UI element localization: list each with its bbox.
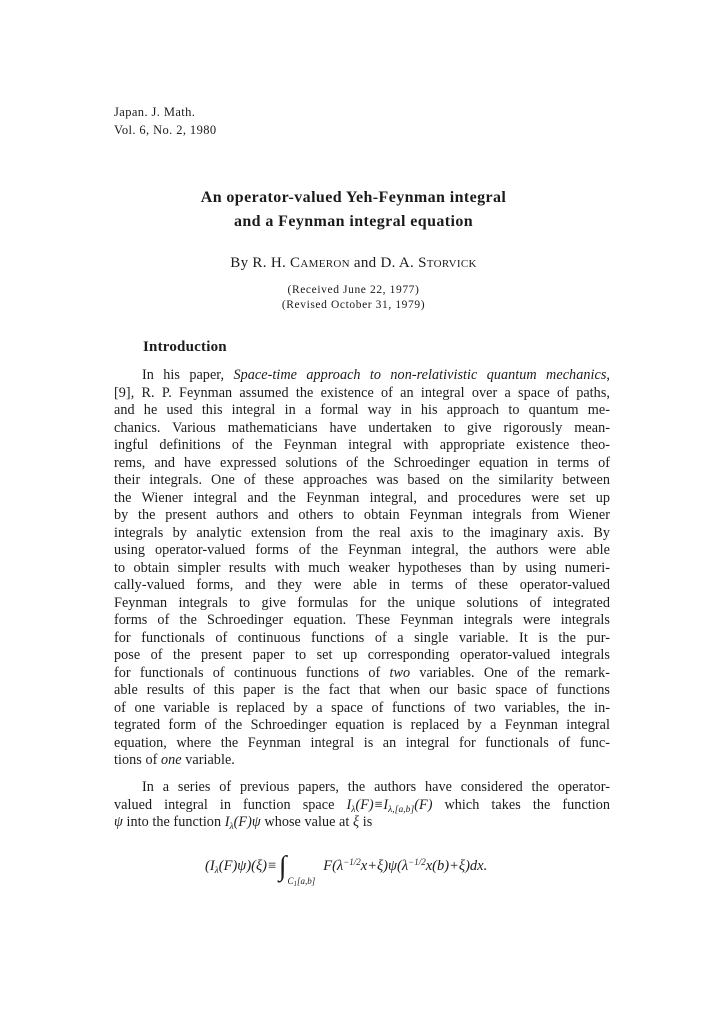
author-line <box>0 253 707 273</box>
text-run: variable. <box>181 752 235 768</box>
text-run: using operator-valued forms of the Feynman integral, the authors were able <box>114 542 610 558</box>
paragraph-line <box>114 525 610 543</box>
math-run: ψ <box>114 814 123 830</box>
paragraph-line <box>114 647 610 665</box>
paragraph-line <box>114 402 610 420</box>
text-run: chanics. Various mathematicians have undertaken to give rigorously mean- <box>114 419 610 436</box>
text-run: able results of this paper is the fact that when our basic space of functions <box>114 682 610 698</box>
text-run: integrals by analytic extension from the real axis to the imaginary axis. By <box>114 524 610 541</box>
text-run: is <box>359 814 373 830</box>
text-run: the Wiener integral and the Feynman integral, and procedures were set up <box>114 489 610 506</box>
text-run: In his paper, <box>142 367 234 383</box>
text-run: pose of the present paper to set up corresponding operator-valued integrals <box>114 647 610 663</box>
paper-title <box>0 186 707 234</box>
equation-lhs-subscript: λ <box>214 866 219 876</box>
paragraph-line <box>114 367 610 385</box>
paragraph-line <box>114 507 610 525</box>
equation-lhs-rest: (F)ψ)(ξ)≡ <box>218 858 277 874</box>
equation-lhs: (I <box>205 858 215 874</box>
revised-date: (Revised October 31, 1979) <box>281 299 426 311</box>
integral-domain: C1[a,b] <box>287 876 316 888</box>
journal-citation <box>114 103 217 139</box>
exponent: −1/2 <box>343 857 361 867</box>
integrand: x(b)+ξ)dx. <box>425 858 488 874</box>
section-heading-introduction: Introduction <box>143 339 227 355</box>
math-run: ξ <box>353 814 360 830</box>
paragraph-line <box>114 595 610 613</box>
paragraph-line <box>114 735 610 753</box>
introduction-paragraph-1 <box>114 367 610 770</box>
text-run: of one variable is replaced by a space of functions of two variables, the in- <box>114 699 610 716</box>
text-run: rems, and have expressed solutions of the Schroedinger equation in terms of <box>114 454 610 471</box>
submission-dates <box>0 283 707 313</box>
paragraph-line <box>114 630 610 648</box>
text-run: into the function <box>122 814 225 830</box>
paragraph-line <box>114 385 610 403</box>
author-cameron: R. H. Cameron <box>252 255 350 271</box>
paper-title-line-2: and a Feynman integral equation <box>233 213 474 230</box>
text-run: for functionals of continuous functions of <box>114 664 390 681</box>
paper-title-line-1: An operator-valued Yeh-Feynman integral <box>200 189 507 206</box>
author-storvick: D. A. Storvick <box>380 255 477 271</box>
text-run: tions of <box>114 752 161 768</box>
integral-sign: ∫ <box>278 851 287 882</box>
paragraph-line <box>114 577 610 595</box>
paragraph-line <box>114 717 610 735</box>
text-run: valued integral in function space <box>114 796 347 813</box>
math-run: $I_\lambda(F)\equiv I_{\lambda,[a,b]}(F)$ <box>346 796 433 815</box>
text-run: and he used this integral in a formal way in his approach to quantum me- <box>114 402 610 418</box>
paragraph-line <box>114 472 610 490</box>
exponent: −1/2 <box>408 857 426 867</box>
paragraph-line <box>114 700 610 718</box>
paragraph-line <box>114 420 610 438</box>
text-run: which takes the function <box>432 796 611 813</box>
paragraph-line <box>114 797 610 815</box>
text-run: variables. One of the remark- <box>410 664 610 681</box>
italic-run: one <box>160 752 182 768</box>
paragraph-line <box>114 560 610 578</box>
text-run: [9], R. P. Feynman assumed the existence of an integral over a space of paths, <box>114 384 610 401</box>
text-run: , <box>606 367 610 383</box>
display-equation <box>205 851 488 888</box>
paragraph-line: In a series of previous papers, the authors have considered the operator- <box>142 779 610 795</box>
paragraph-line <box>114 437 610 455</box>
text-run: tegrated form of the Schroedinger equation is replaced by a Feynman integral <box>114 717 610 733</box>
paragraph-line <box>114 542 610 560</box>
paragraph-line <box>114 752 610 770</box>
text-run: ingful definitions of the Feynman integral with appropriate existence theo- <box>114 437 610 453</box>
text-run: forms of the Schroedinger equation. These Feynman integrals were integrals <box>114 612 610 628</box>
text-run: whose value at <box>260 814 353 830</box>
by-label: By <box>230 255 253 271</box>
text-run: Feynman integrals to give formulas for the unique solutions of integrated <box>114 594 610 611</box>
italic-run: Space-time approach to non-relativistic quantum mechanics <box>233 367 607 383</box>
paragraph-line <box>114 455 610 473</box>
text-run: to obtain simpler results with much weaker hypotheses than by using numeri- <box>114 559 610 576</box>
paragraph-line <box>114 665 610 683</box>
text-run: by the present authors and others to obtain Feynman integrals from Wiener <box>114 507 610 523</box>
journal-name: Japan. J. Math. <box>114 105 196 119</box>
math-run: $I_\lambda(F)\psi$ <box>224 814 261 832</box>
text-run: for functionals of continuous functions of a single variable. It is the pur- <box>114 629 610 646</box>
integrand: F(λ <box>323 858 344 874</box>
paragraph-line <box>114 682 610 700</box>
received-date: (Received June 22, 1977) <box>287 284 420 296</box>
journal-volume: Vol. 6, No. 2, 1980 <box>114 123 217 137</box>
paragraph-line <box>114 814 610 832</box>
text-run: cally-valued forms, and they were able in terms of these operator-valued <box>114 577 610 593</box>
introduction-paragraph-2 <box>114 779 610 832</box>
text-run: their integrals. One of these approaches was based on the similarity between <box>114 472 610 488</box>
paragraph-line <box>114 490 610 508</box>
and-label: and <box>349 255 381 271</box>
paragraph-line <box>114 612 610 630</box>
text-run: equation, where the Feynman integral is an integral for functionals of func- <box>114 734 610 751</box>
italic-run: two <box>389 664 411 681</box>
integrand: x+ξ)ψ(λ <box>360 858 409 874</box>
